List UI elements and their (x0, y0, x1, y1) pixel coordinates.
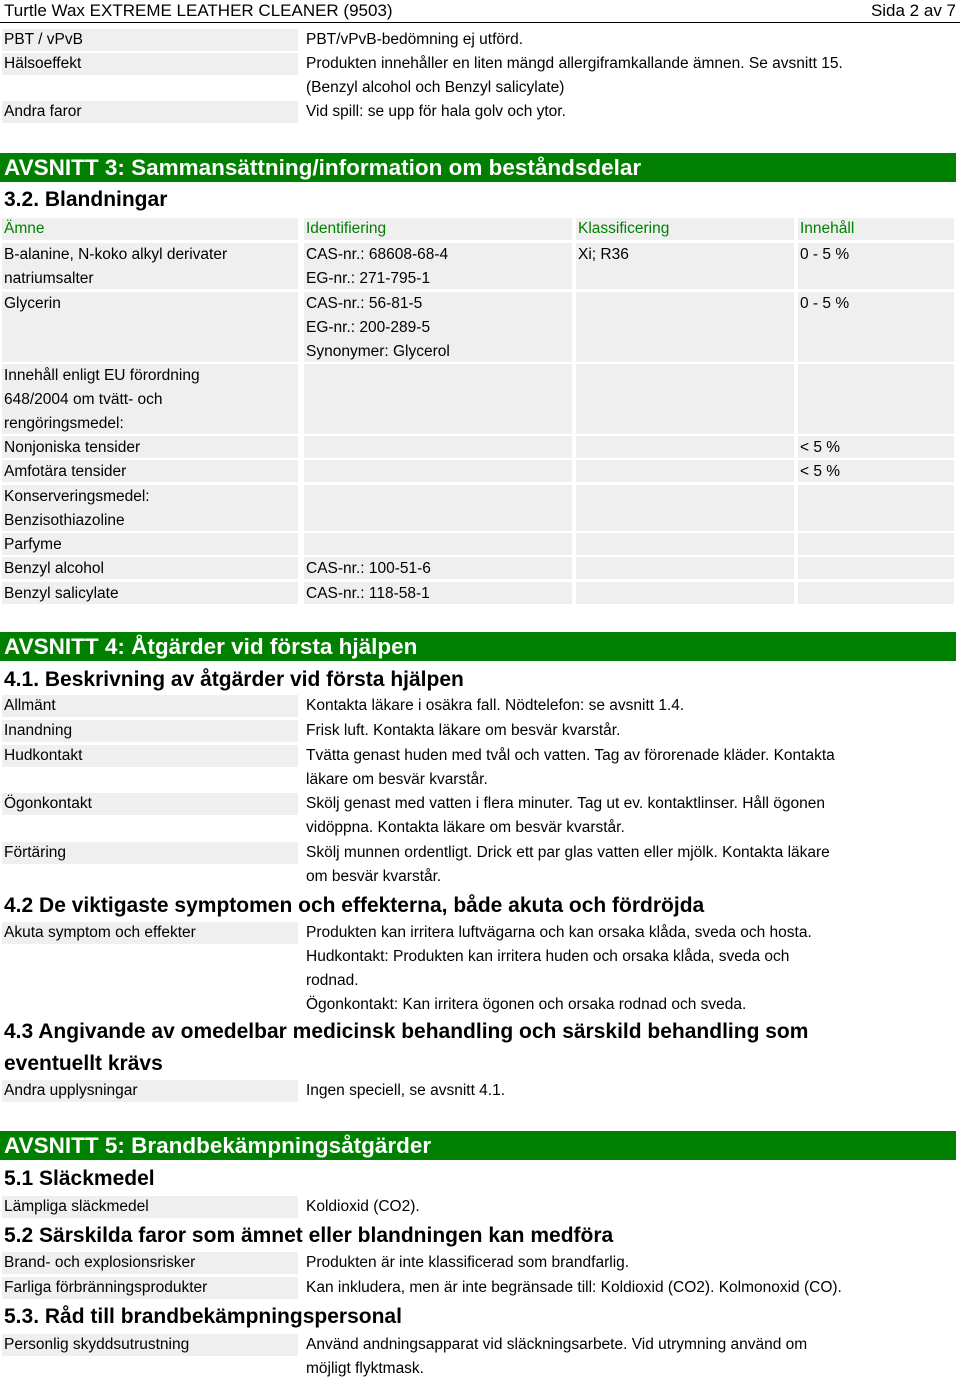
column-header: Identifiering (304, 218, 572, 240)
row-value: (Benzyl alcohol och Benzyl salicylate) (306, 79, 565, 96)
row-value: Produkten innehåller en liten mängd allergiframkallande ämnen. Se avsnitt 15. (306, 55, 843, 72)
substance-identification (304, 485, 572, 531)
substance-classification (576, 436, 794, 458)
substance-identification-line: EG-nr.: 200-289-5 (306, 319, 431, 336)
row-value: Ingen speciell, se avsnitt 4.1. (306, 1082, 506, 1099)
substance-identification (304, 243, 572, 289)
row-value: Kontakta läkare i osäkra fall. Nödtelefon: se avsnitt 1.4. (306, 697, 685, 714)
substance-classification (576, 364, 794, 434)
row-label: Hudkontakt (2, 745, 298, 767)
substance-name (2, 460, 298, 482)
substance-name (2, 364, 298, 434)
subsection-heading: 5.1 Släckmedel (4, 1167, 155, 1190)
substance-name-line: 648/2004 om tvätt- och (4, 391, 163, 408)
substance-identification (304, 460, 572, 482)
substance-identification (304, 533, 572, 555)
row-label: Andra upplysningar (2, 1080, 298, 1102)
row-label: Andra faror (2, 101, 298, 123)
subsection-heading: 5.2 Särskilda faror som ämnet eller blandningen kan medföra (4, 1224, 614, 1247)
substance-name-line: Glycerin (4, 295, 61, 312)
substance-name-line: Benzyl alcohol (4, 560, 104, 577)
row-value: om besvär kvarstår. (306, 868, 442, 885)
row-value: Vid spill: se upp för hala golv och ytor. (306, 103, 566, 120)
subsection-heading: 4.2 De viktigaste symptomen och effekterna, både akuta och fördröjda (4, 894, 705, 917)
row-value: Produkten kan irritera luftvägarna och kan orsaka klåda, sveda och hosta. (306, 924, 812, 941)
row-label: PBT / vPvB (2, 29, 298, 51)
row-label: Ögonkontakt (2, 793, 298, 815)
substance-name-line: Konserveringsmedel: (4, 488, 150, 505)
substance-name (2, 292, 298, 362)
row-value: Ögonkontakt: Kan irritera ögonen och orsaka rodnad och sveda. (306, 996, 747, 1013)
substance-classification (576, 533, 794, 555)
row-value: möjligt flyktmask. (306, 1360, 424, 1377)
substance-identification (304, 557, 572, 579)
substance-identification (304, 582, 572, 604)
substance-classification (576, 292, 794, 362)
substance-classification (576, 582, 794, 604)
subsection-heading: eventuellt krävs (4, 1052, 163, 1075)
subsection-heading: 4.1. Beskrivning av åtgärder vid första hjälpen (4, 668, 464, 691)
substance-identification-line: EG-nr.: 271-795-1 (306, 270, 431, 287)
substance-name (2, 485, 298, 531)
substance-identification (304, 436, 572, 458)
substance-name-line: Nonjoniska tensider (4, 439, 141, 456)
substance-content (798, 364, 954, 434)
substance-identification-line: Synonymer: Glycerol (306, 343, 450, 360)
substance-content-line: 0 - 5 % (800, 246, 850, 263)
substance-classification-line: Xi; R36 (578, 246, 629, 263)
substance-name-line: Amfotära tensider (4, 463, 127, 480)
substance-name (2, 436, 298, 458)
substance-content (798, 557, 954, 579)
row-value: vidöppna. Kontakta läkare om besvär kvarstår. (306, 819, 625, 836)
substance-name (2, 243, 298, 289)
substance-identification-line: CAS-nr.: 56-81-5 (306, 295, 423, 312)
row-label: Inandning (2, 720, 298, 742)
row-label: Allmänt (2, 695, 298, 717)
subsection-heading: 3.2. Blandningar (4, 188, 168, 211)
substance-content-line: 0 - 5 % (800, 295, 850, 312)
row-value: Koldioxid (CO2). (306, 1198, 420, 1215)
row-value: PBT/vPvB-bedömning ej utförd. (306, 31, 524, 48)
substance-name-line: Benzyl salicylate (4, 585, 119, 602)
substance-content (798, 243, 954, 289)
page-number: Sida 2 av 7 (870, 1, 956, 20)
substance-content (798, 460, 954, 482)
row-value: Hudkontakt: Produkten kan irritera huden och orsaka klåda, sveda och (306, 948, 790, 965)
row-value: Tvätta genast huden med tvål och vatten. Tag av förorenade kläder. Kontakta (306, 747, 835, 764)
section-heading: AVSNITT 3: Sammansättning/information om beståndsdelar (0, 153, 956, 182)
row-value: Produkten är inte klassificerad som brandfarlig. (306, 1254, 630, 1271)
substance-classification (576, 485, 794, 531)
row-label: Lämpliga släckmedel (2, 1196, 298, 1218)
substance-content (798, 436, 954, 458)
row-label: Brand- och explosionsrisker (2, 1252, 298, 1274)
substance-content-line: < 5 % (800, 463, 841, 480)
row-label: Farliga förbränningsprodukter (2, 1277, 298, 1299)
substance-name-line: Parfyme (4, 536, 62, 553)
row-value: Frisk luft. Kontakta läkare om besvär kvarstår. (306, 722, 621, 739)
subsection-heading: 4.3 Angivande av omedelbar medicinsk behandling och särskild behandling som (4, 1020, 809, 1043)
row-value: Använd andningsapparat vid släckningsarbete. Vid utrymning använd om (306, 1336, 808, 1353)
substance-identification-line: CAS-nr.: 68608-68-4 (306, 246, 449, 263)
section-heading: AVSNITT 5: Brandbekämpningsåtgärder (0, 1131, 956, 1160)
substance-name (2, 582, 298, 604)
row-label: Förtäring (2, 842, 298, 864)
substance-content (798, 533, 954, 555)
substance-classification (576, 243, 794, 289)
substance-name-line: rengöringsmedel: (4, 415, 124, 432)
row-label: Akuta symptom och effekter (2, 922, 298, 944)
substance-name-line: Benzisothiazoline (4, 512, 125, 529)
substance-name-line: B-alanine, N-koko alkyl derivater (4, 246, 228, 263)
substance-identification-line: CAS-nr.: 100-51-6 (306, 560, 431, 577)
substance-identification (304, 364, 572, 434)
substance-classification (576, 460, 794, 482)
substance-name (2, 533, 298, 555)
column-header: Klassificering (576, 218, 794, 240)
substance-name (2, 557, 298, 579)
substance-content (798, 292, 954, 362)
substance-classification (576, 557, 794, 579)
substance-identification (304, 292, 572, 362)
section-heading: AVSNITT 4: Åtgärder vid första hjälpen (0, 632, 956, 661)
column-header: Ämne (2, 218, 298, 240)
row-label: Hälsoeffekt (2, 53, 298, 75)
substance-content (798, 485, 954, 531)
header-divider (0, 22, 960, 23)
substance-content (798, 582, 954, 604)
row-value: Skölj genast med vatten i flera minuter. Tag ut ev. kontaktlinser. Håll ögonen (306, 795, 825, 812)
substance-content-line: < 5 % (800, 439, 841, 456)
row-label: Personlig skyddsutrustning (2, 1334, 298, 1356)
substance-name-line: Innehåll enligt EU förordning (4, 367, 200, 384)
subsection-heading: 5.3. Råd till brandbekämpningspersonal (4, 1305, 402, 1328)
column-header: Innehåll (798, 218, 954, 240)
document-title: Turtle Wax EXTREME LEATHER CLEANER (9503) (4, 1, 393, 20)
row-value: läkare om besvär kvarstår. (306, 771, 488, 788)
substance-identification-line: CAS-nr.: 118-58-1 (306, 585, 430, 602)
row-value: rodnad. (306, 972, 359, 989)
row-value: Kan inkludera, men är inte begränsade till: Koldioxid (CO2). Kolmonoxid (CO). (306, 1279, 842, 1296)
substance-name-line: natriumsalter (4, 270, 94, 287)
row-value: Skölj munnen ordentligt. Drick ett par glas vatten eller mjölk. Kontakta läkare (306, 844, 830, 861)
